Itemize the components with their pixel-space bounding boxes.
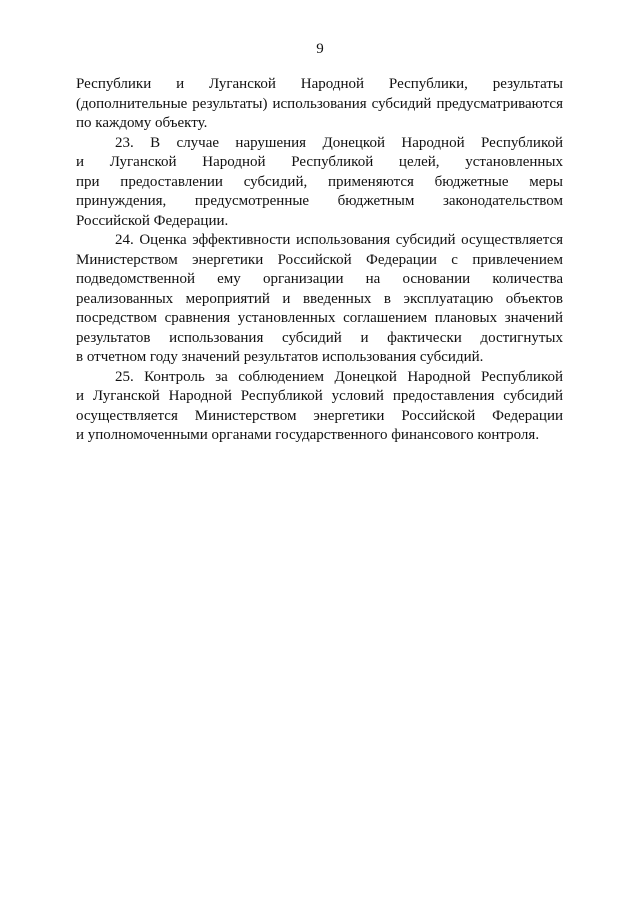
- text-line: 25. Контроль за соблюдением Донецкой Народной Республикой: [115, 368, 563, 385]
- text-line: реализованных мероприятий и введенных в эксплуатацию объектов: [76, 290, 563, 307]
- text-line: Министерством энергетики Российской Федерации с привлечением: [76, 251, 563, 268]
- text-line: осуществляется Министерством энергетики Российской Федерации: [76, 407, 563, 424]
- text-line: принуждения, предусмотренные бюджетным законодательством: [76, 193, 563, 209]
- text-line: и Луганской Народной Республикой условий предоставления субсидий: [76, 388, 563, 404]
- text-line: в отчетном году значений результатов использования субсидий.: [76, 349, 484, 365]
- text-line: и уполномоченными органами государственного финансового контроля.: [76, 427, 540, 443]
- text-line: (дополнительные результаты) использования субсидий предусматриваются: [76, 95, 563, 112]
- text-line: посредством сравнения установленных соглашением плановых значений: [76, 310, 563, 326]
- text-line: по каждому объекту.: [76, 115, 208, 131]
- body-text: [76, 75, 563, 446]
- text-line: Республики и Луганской Народной Республики, результаты: [76, 76, 563, 92]
- text-line: 23. В случае нарушения Донецкой Народной Республикой: [115, 134, 563, 151]
- page-number: 9: [316, 41, 324, 57]
- text-line: Российской Федерации.: [76, 212, 229, 229]
- text-line: при предоставлении субсидий, применяются бюджетные меры: [76, 173, 563, 190]
- text-line: результатов использования субсидий и фактически достигнутых: [76, 329, 563, 346]
- text-line: 24. Оценка эффективности использования субсидий осуществляется: [115, 232, 563, 248]
- text-line: и Луганской Народной Республикой целей, установленных: [76, 154, 563, 170]
- text-line: подведомственной ему организации на основании количества: [76, 271, 563, 287]
